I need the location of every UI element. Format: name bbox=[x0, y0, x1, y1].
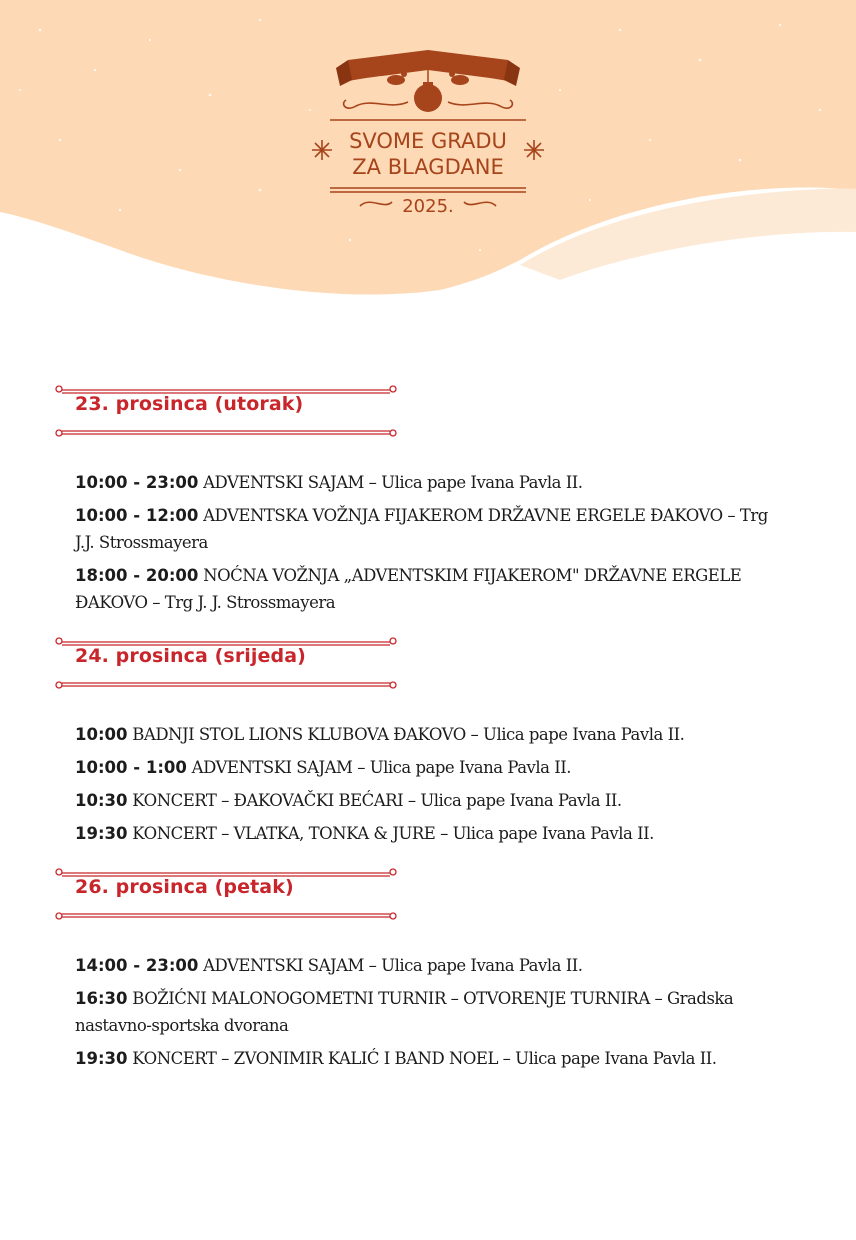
event-description: KONCERT – VLATKA, TONKA & JURE – Ulica pape Ivana Pavla II. bbox=[132, 824, 654, 843]
event-time: 10:00 - 12:00 bbox=[75, 506, 199, 525]
header-background bbox=[0, 0, 856, 310]
event-description: ADVENTSKA VOŽNJA FIJAKEROM DRŽAVNE ERGELE ĐAKOVO – Trg J.J. Strossmayera bbox=[75, 506, 768, 552]
event-description: BADNJI STOL LIONS KLUBOVA ĐAKOVO – Ulica pape Ivana Pavla II. bbox=[132, 725, 685, 744]
day-section-23 bbox=[54, 383, 774, 622]
logo-title-line1: SVOME GRADU bbox=[349, 129, 507, 153]
event-item bbox=[75, 469, 775, 496]
logo-year: 2025. bbox=[402, 196, 454, 217]
day-heading-frame bbox=[54, 866, 398, 924]
logo-graphic bbox=[300, 40, 556, 230]
event-list bbox=[54, 721, 775, 847]
day-section-26 bbox=[54, 866, 774, 1078]
event-description: ADVENTSKI SAJAM – Ulica pape Ivana Pavla II. bbox=[203, 473, 583, 492]
event-time: 10:30 bbox=[75, 791, 128, 810]
event-item bbox=[75, 754, 775, 781]
event-list bbox=[54, 952, 775, 1072]
day-title: 26. prosinca (petak) bbox=[75, 876, 294, 898]
event-description: ADVENTSKI SAJAM – Ulica pape Ivana Pavla II. bbox=[191, 758, 571, 777]
event-time: 19:30 bbox=[75, 824, 128, 843]
event-item bbox=[75, 985, 775, 1039]
event-description: BOŽIĆNI MALONOGOMETNI TURNIR – OTVORENJE TURNIRA – Gradska nastavno-sportska dvorana bbox=[75, 989, 734, 1035]
day-heading-frame bbox=[54, 383, 398, 441]
event-description: KONCERT – ĐAKOVAČKI BEĆARI – Ulica pape Ivana Pavla II. bbox=[132, 791, 622, 810]
day-section-24 bbox=[54, 635, 774, 853]
day-title: 23. prosinca (utorak) bbox=[75, 393, 304, 415]
day-heading-frame bbox=[54, 635, 398, 693]
event-time: 16:30 bbox=[75, 989, 128, 1008]
event-time: 14:00 - 23:00 bbox=[75, 956, 199, 975]
event-description: NOĆNA VOŽNJA „ADVENTSKIM FIJAKEROM" DRŽAVNE ERGELE ĐAKOVO – Trg J. J. Strossmayera bbox=[75, 566, 742, 612]
event-time: 19:30 bbox=[75, 1049, 128, 1068]
event-item bbox=[75, 787, 775, 814]
event-time: 10:00 bbox=[75, 725, 128, 744]
day-title: 24. prosinca (srijeda) bbox=[75, 645, 306, 667]
event-description: KONCERT – ZVONIMIR KALIĆ I BAND NOEL – Ulica pape Ivana Pavla II. bbox=[132, 1049, 717, 1068]
event-item bbox=[75, 820, 775, 847]
event-time: 18:00 - 20:00 bbox=[75, 566, 199, 585]
event-item bbox=[75, 562, 775, 616]
event-item bbox=[75, 502, 775, 556]
event-description: ADVENTSKI SAJAM – Ulica pape Ivana Pavla II. bbox=[203, 956, 583, 975]
logo-title-line2: ZA BLAGDANE bbox=[352, 155, 504, 179]
event-item bbox=[75, 952, 775, 979]
event-time: 10:00 - 1:00 bbox=[75, 758, 187, 777]
event-logo bbox=[300, 40, 556, 230]
event-item bbox=[75, 721, 775, 748]
event-list bbox=[54, 469, 775, 616]
event-item bbox=[75, 1045, 775, 1072]
event-time: 10:00 - 23:00 bbox=[75, 473, 199, 492]
